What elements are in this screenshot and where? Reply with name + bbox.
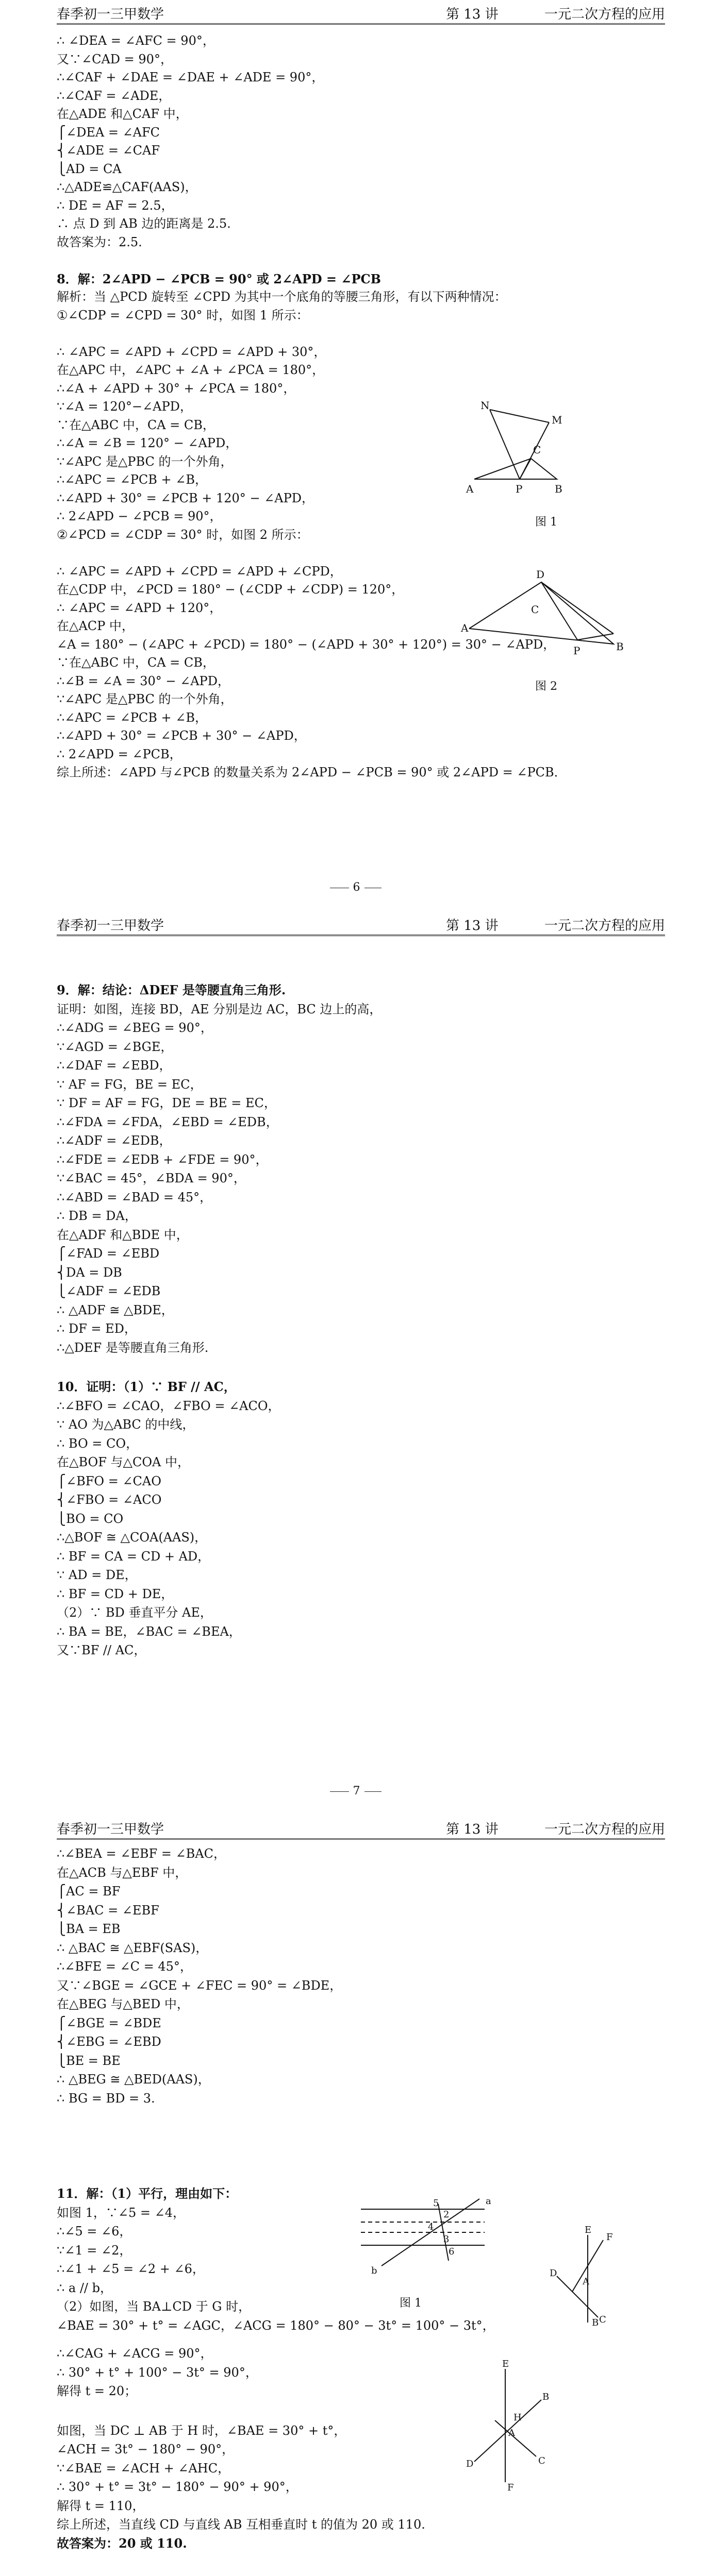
figure-1-caption: 图 1 — [400, 2297, 422, 2310]
text-line: ∴∠FDE = ∠EDB + ∠FDE = 90°， — [57, 1152, 268, 1167]
text-line: ∵在△ABC 中，CA = CB， — [57, 655, 215, 670]
header-lesson: 第 13 讲 — [446, 1822, 499, 1837]
text-line: ∴∠ABD = ∠BAD = 45°， — [57, 1190, 212, 1205]
parallel-lines-diagram — [351, 2189, 500, 2286]
text-line: 解得 t = 20； — [57, 2384, 137, 2398]
svg-text:3: 3 — [443, 2234, 450, 2245]
text-line: ∴∠BFO = ∠CAO，∠FBO = ∠ACO， — [57, 1398, 280, 1413]
spacer — [57, 2401, 479, 2421]
svg-text:A: A — [466, 483, 474, 495]
text-line: ∴ 2∠APD − ∠PCB = 90°， — [57, 509, 222, 523]
svg-text:b: b — [371, 2265, 377, 2276]
text-line: ⎧AC = BF — [57, 1884, 121, 1899]
text-line: ∴∠A + ∠APD + 30° + ∠PCA = 180°， — [57, 381, 296, 396]
text-line: 在△CDP 中，∠PCD = 180° − (∠CDP + ∠CDP) = 120°， — [57, 582, 404, 597]
spacer — [57, 544, 449, 563]
text-line: ∴ ∠APC = ∠APD + 120°， — [57, 600, 222, 615]
figure-11-rotation-2 — [454, 2359, 557, 2493]
text-line: ∴ ∠APC = ∠APD + ∠CPD = ∠APD + 30°， — [57, 344, 326, 359]
text-line: ∴△BOF ≅ △COA(AAS)， — [57, 1530, 207, 1545]
svg-text:F: F — [507, 2482, 514, 2493]
text-line: ⎩BA = EB — [57, 1922, 121, 1936]
text-line: ∴ △BAC ≅ △EBF(SAS)， — [57, 1940, 208, 1955]
page-header — [57, 914, 665, 936]
text-line: （2）∵ BD 垂直平分 AE， — [57, 1605, 212, 1620]
text-line: 在△BEG 与△BED 中， — [57, 1997, 189, 2011]
text-line: 在△ACP 中， — [57, 619, 134, 633]
text-line: ∴∠CAG + ∠ACG = 90°， — [57, 2346, 213, 2361]
text-line: ∴∠FDA = ∠FDA，∠EBD = ∠EDB， — [57, 1114, 278, 1129]
svg-text:E: E — [502, 2359, 509, 2369]
text-line: ∴∠APD + 30° = ∠PCB + 120° − ∠APD， — [57, 490, 314, 505]
svg-text:B: B — [542, 2392, 550, 2402]
svg-text:C: C — [531, 603, 539, 616]
text-line: 如图，当 DC ⊥ AB 于 H 时，∠BAE = 30° + t°， — [57, 2423, 346, 2438]
text-line: ∴∠ADF = ∠EDB， — [57, 1133, 172, 1148]
text-line: ∵ DF = AF = FG，DE = BE = EC， — [57, 1096, 276, 1110]
header-lesson: 第 13 讲 — [446, 7, 499, 22]
header-lesson: 第 13 讲 — [446, 918, 499, 934]
problem-8-heading: 8．解：2∠APD − ∠PCB = 90° 或 2∠APD = ∠PCB — [57, 271, 381, 286]
page-header — [57, 3, 665, 25]
text-line: ⎨∠BAC = ∠EBF — [57, 1903, 159, 1918]
spacer — [57, 1357, 449, 1378]
svg-text:E: E — [585, 2225, 592, 2235]
figure-11-parallel — [351, 2189, 500, 2286]
svg-text:A: A — [508, 2428, 515, 2438]
text-line: ⎧∠BGE = ∠BDE — [57, 2015, 161, 2030]
text-line: ∴∠A = ∠B = 120° − ∠APD， — [57, 436, 238, 450]
problem-11-heading: 11．解：（1）平行，理由如下： — [57, 2186, 238, 2201]
svg-text:a: a — [486, 2196, 491, 2207]
svg-text:D: D — [466, 2459, 474, 2469]
solution-text — [57, 32, 567, 782]
figure-1-caption: 图 1 — [535, 516, 557, 529]
text-line: ∵在△ABC 中，CA = CB， — [57, 417, 215, 432]
text-line: ∴∠DAF = ∠EBD， — [57, 1058, 172, 1073]
text-line: ∴ a // b， — [57, 2280, 112, 2295]
text-line: 在△BOF 与△COA 中， — [57, 1455, 190, 1469]
svg-text:N: N — [480, 399, 490, 412]
text-line: ∴∠5 = ∠6， — [57, 2224, 132, 2239]
svg-text:D: D — [550, 2268, 557, 2279]
rotation-diagram — [454, 2359, 557, 2493]
answer-line: 故答案为：20 或 110. — [57, 2535, 187, 2551]
text-line: ⎩BO = CO — [57, 1511, 124, 1526]
text-line: ⎩AD = CA — [57, 161, 122, 176]
text-line: 又∵∠CAD = 90°， — [57, 52, 173, 66]
text-line: ∵ AD = DE， — [57, 1568, 137, 1582]
text-line: 在△ADF 和△BDE 中， — [57, 1227, 189, 1242]
text-line: ∴ ∠DEA = ∠AFC = 90°， — [57, 33, 215, 48]
text-line: ⎨∠ADE = ∠CAF — [57, 143, 160, 158]
figure-11-rotation-1 — [536, 2225, 629, 2328]
text-line: ∴ △BEG ≅ △BED(AAS)， — [57, 2072, 210, 2087]
page-number-value: 7 — [349, 1785, 364, 1798]
text-line: ∴ BA = BE，∠BAC = ∠BEA， — [57, 1624, 241, 1639]
text-line: 在△ADE 和△CAF 中， — [57, 107, 188, 121]
svg-text:D: D — [536, 568, 545, 581]
svg-text:C: C — [533, 444, 541, 456]
text-line: ∴ DE = AF = 2.5， — [57, 198, 174, 213]
text-line: ∴ ∠APC = ∠APD + ∠CPD = ∠APD + ∠CPD， — [57, 564, 342, 579]
text-line: ∴ 2∠APD = ∠PCB， — [57, 747, 182, 761]
page-3 — [0, 1818, 713, 2576]
spacer — [57, 325, 449, 343]
page-1 — [0, 0, 713, 909]
triangle-diagram — [459, 567, 634, 670]
text-line: ∴ DF = ED， — [57, 1321, 137, 1336]
svg-text:B: B — [555, 483, 562, 495]
text-line: ⎨DA = DB — [57, 1265, 122, 1280]
text-line: ⎧∠FAD = ∠EBD — [57, 1246, 160, 1261]
text-line: 又∵∠BGE = ∠GCE + ∠FEC = 90° = ∠BDE， — [57, 1978, 342, 1993]
text-line: ∴∠1 + ∠5 = ∠2 + ∠6， — [57, 2262, 205, 2276]
page-header — [57, 1818, 665, 1840]
svg-text:C: C — [599, 2314, 606, 2325]
spacer — [57, 2335, 479, 2344]
problem-10-heading: 10．证明：（1）∵ BF // AC， — [57, 1379, 236, 1394]
text-line: ∵∠APC 是△PBC 的一个外角， — [57, 692, 233, 706]
text-line: ∴ BF = CD + DE， — [57, 1586, 174, 1601]
solution-text — [57, 1844, 449, 2108]
text-line: ∴ 点 D 到 AB 边的距离是 2.5. — [57, 216, 231, 231]
conclusion-line: 综上所述：∠APD 与∠PCB 的数量关系为 2∠APD − ∠PCB = 90° 或 2∠APD = ∠PCB． — [57, 765, 567, 779]
svg-text:M: M — [552, 414, 562, 426]
text-line: ∴∠APC = ∠PCB + ∠B， — [57, 710, 207, 725]
text-line: ∴∠APD + 30° = ∠PCB + 30° − ∠APD， — [57, 728, 306, 743]
svg-text:A: A — [461, 622, 469, 634]
text-line: ∴ 30° + t° = 3t° − 180° − 90° + 90°， — [57, 2480, 298, 2494]
header-topic: 一元二次方程的应用 — [544, 7, 665, 22]
text-line: 证明：如图，连接 BD，AE 分别是边 AC，BC 边上的高， — [57, 1002, 382, 1016]
solution-text — [57, 981, 449, 1660]
text-line: ∴∠CAF + ∠DAE = ∠DAE + ∠ADE = 90°， — [57, 70, 324, 84]
figure-8-1 — [459, 399, 629, 510]
text-line: ∠A = 180° − (∠APC + ∠PCD) = 180° − (∠APD + 30° + 120°) = 30° − ∠APD， — [57, 637, 556, 652]
svg-text:6: 6 — [449, 2246, 455, 2257]
text-line: ∵∠APC 是△PBC 的一个外角， — [57, 454, 233, 469]
svg-text:4: 4 — [428, 2222, 434, 2232]
text-line: ①∠CDP = ∠CPD = 30° 时，如图 1 所示： — [57, 308, 309, 323]
text-line: ∴ BO = CO， — [57, 1436, 139, 1451]
page-number — [0, 881, 713, 894]
svg-text:B: B — [616, 640, 624, 653]
header-course: 春季初一三甲数学 — [57, 918, 164, 934]
triangle-diagram — [459, 399, 629, 510]
text-line: ∴△DEF 是等腰直角三角形. — [57, 1340, 209, 1355]
svg-text:A: A — [583, 2276, 589, 2287]
header-course: 春季初一三甲数学 — [57, 1822, 164, 1837]
text-line: 解得 t = 110， — [57, 2498, 145, 2513]
svg-text:H: H — [513, 2412, 522, 2423]
svg-text:5: 5 — [433, 2198, 439, 2209]
text-line: ∵∠BAC = 45°，∠BDA = 90°， — [57, 1171, 246, 1185]
text-line: ∵ AO 为△ABC 的中线， — [57, 1417, 195, 1432]
text-line: ∵∠AGD = ∠BGE， — [57, 1039, 173, 1054]
text-line: ∴∠APC = ∠PCB + ∠B， — [57, 472, 207, 487]
figure-8-2 — [459, 567, 634, 670]
text-line: 又∵BF // AC， — [57, 1643, 146, 1657]
text-line: ∵∠A = 120°−∠APD， — [57, 399, 192, 414]
page-2 — [0, 909, 713, 1818]
figure-2-caption: 图 2 — [535, 680, 557, 693]
svg-text:C: C — [538, 2455, 545, 2466]
svg-text:P: P — [516, 483, 523, 495]
text-line: ∴ DB = DA， — [57, 1209, 137, 1223]
problem-9-heading: 9．解：结论：ΔDEF 是等腰直角三角形. — [57, 982, 286, 997]
text-line: ⎨∠EBG = ∠EBD — [57, 2035, 161, 2049]
text-line: ⎧∠BFO = ∠CAO — [57, 1473, 161, 1488]
text-line: ∵∠1 = ∠2， — [57, 2243, 132, 2258]
text-line: 解析：当 △PCD 旋转至 ∠CPD 为其中一个底角的等腰三角形，有以下两种情况： — [57, 290, 507, 304]
text-line: （2）如图，当 BA⊥CD 于 G 时， — [57, 2299, 251, 2314]
text-line: ⎧∠DEA = ∠AFC — [57, 125, 160, 140]
text-line: ②∠PCD = ∠CDP = 30° 时，如图 2 所示： — [57, 527, 309, 542]
text-line: ∵∠BAE = ∠ACH + ∠AHC， — [57, 2461, 230, 2476]
spacer — [57, 251, 449, 270]
svg-text:P: P — [573, 645, 581, 657]
text-line: ∠BAE = 30° + t° = ∠AGC，∠ACG = 180° − 80° − 3t° = 100° − 3t°， — [57, 2318, 495, 2333]
text-line: ∴ △ADF ≅ △BDE， — [57, 1302, 174, 1317]
header-topic: 一元二次方程的应用 — [544, 1822, 665, 1837]
header-course: 春季初一三甲数学 — [57, 7, 164, 22]
text-line: ∴∠ADG = ∠BEG = 90°， — [57, 1021, 213, 1035]
text-line: ∴∠B = ∠A = 30° − ∠APD， — [57, 673, 230, 688]
text-line: ∴∠BFE = ∠C = 45°， — [57, 1959, 192, 1974]
header-topic: 一元二次方程的应用 — [544, 918, 665, 934]
text-line: 故答案为：2.5. — [57, 234, 142, 249]
text-line: 在△APC 中，∠APC + ∠A + ∠PCA = 180°， — [57, 363, 325, 377]
text-line: ⎨∠FBO = ∠ACO — [57, 1493, 162, 1507]
page-number-value: 6 — [349, 881, 364, 894]
text-line: ⎩∠ADF = ∠EDB — [57, 1284, 161, 1298]
rotation-diagram — [536, 2225, 629, 2328]
text-line: ∴△ADE≌△CAF(AAS)， — [57, 180, 197, 194]
page-number — [0, 1785, 713, 1798]
text-line: ∴ BF = CA = CD + AD， — [57, 1549, 210, 1564]
text-line: 如图 1，∵∠5 = ∠4， — [57, 2205, 186, 2220]
text-line: ∴ 30° + t° + 100° − 3t° = 90°， — [57, 2365, 258, 2380]
text-line: ∠ACH = 3t° − 180° − 90°， — [57, 2442, 235, 2456]
text-line: ∴∠BEA = ∠EBF = ∠BAC， — [57, 1846, 226, 1861]
text-line: 在△ACB 与△EBF 中， — [57, 1865, 188, 1880]
svg-text:B: B — [592, 2317, 599, 2328]
text-line: ⎩BE = BE — [57, 2053, 121, 2068]
text-line: ∴ BG = BD = 3. — [57, 2091, 155, 2106]
text-line: ∴∠CAF = ∠ADE， — [57, 88, 171, 103]
text-line: ∵ AF = FG，BE = EC， — [57, 1077, 203, 1092]
svg-text:2: 2 — [443, 2209, 450, 2220]
svg-text:F: F — [606, 2232, 613, 2243]
text-line: 综上所述，当直线 CD 与直线 AB 互相垂直时 t 的值为 20 或 110. — [57, 2517, 425, 2532]
